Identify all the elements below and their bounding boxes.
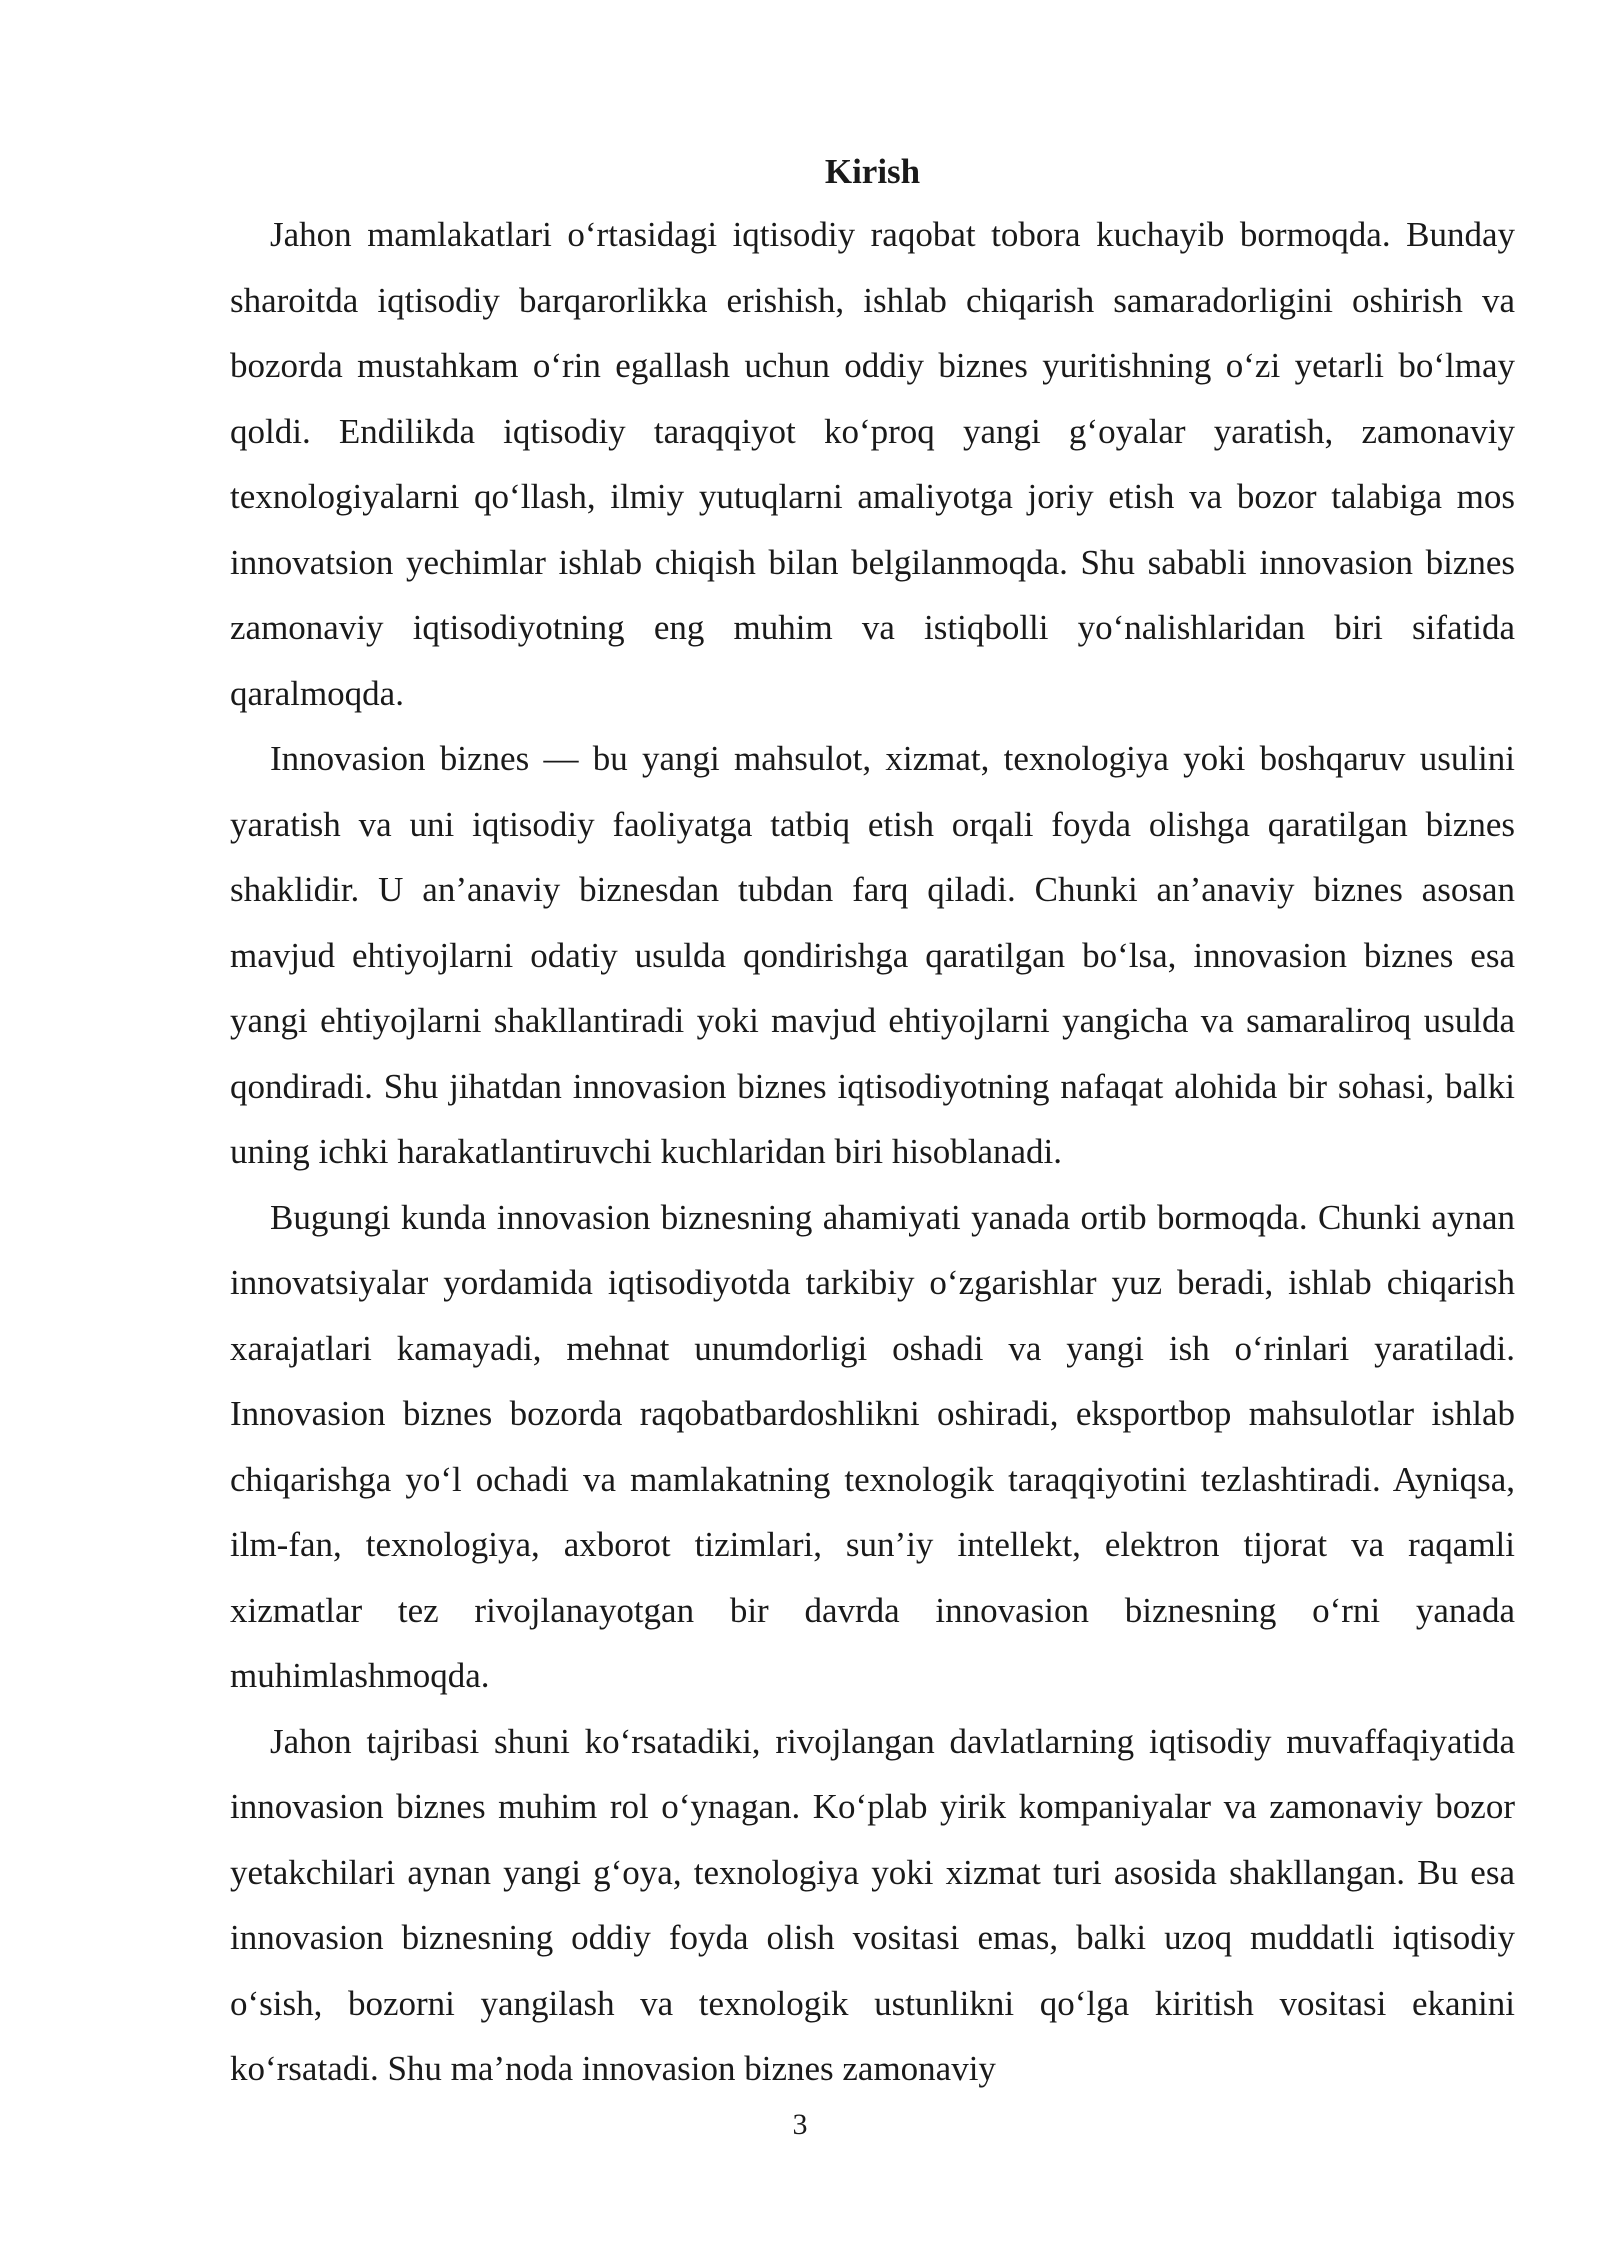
paragraph: Bugungi kunda innovasion biznesning ahamiyati yanada ortib bormoqda. Chunki aynan innovatsiyalar yordamida iqtisodiyotda tarkibiy o‘zgarishlar yuz beradi, ishlab chiqarish xarajatlari kamayadi, mehnat unumdorligi oshadi va yangi ish o‘rinlari yaratiladi. Innovasion biznes bozorda raqobatbardoshlikni oshiradi, eksportbop mahsulotlar ishlab chiqarishga yo‘l ochadi va mamlakatning texnologik taraqqiyotini tezlashtiradi. Ayniqsa, ilm-fan, texnologiya, axborot tizimlari, sun’iy intellekt, elektron tijorat va raqamli xizmatlar tez rivojlanayotgan bir davrda innovasion biznesning o‘rni yanada muhimlashmoqda. [230,1197,1515,1695]
section-title: Kirish [824,152,921,191]
paragraph: Jahon mamlakatlari o‘rtasidagi iqtisodiy raqobat tobora kuchayib bormoqda. Bunday sharoitda iqtisodiy barqarorlikka erishish, ishlab chiqarish samaradorligini oshirish va bozorda mustahkam o‘rin egallash uchun oddiy biznes yuritishning o‘zi yetarli bo‘lmay qoldi. Endilikda iqtisodiy taraqqiyot ko‘proq yangi g‘oyalar yaratish, zamonaviy texnologiyalarni qo‘llash, ilmiy yutuqlarni amaliyotga joriy etish va bozor talabiga mos innovatsion yechimlar ishlab chiqish bilan belgilanmoqda. Shu sababli innovasion biznes zamonaviy iqtisodiyotning eng muhim va istiqbolli yo‘nalishlaridan biri sifatida qaralmoqda. [230,215,1515,713]
paragraph: Innovasion biznes — bu yangi mahsulot, xizmat, texnologiya yoki boshqaruv usulini yaratish va uni iqtisodiy faoliyatga tatbiq etish orqali foyda olishga qaratilgan biznes shaklidir. U an’anaviy biznesdan tubdan farq qiladi. Chunki an’anaviy biznes asosan mavjud ehtiyojlarni odatiy usulda qondirishga qaratilgan bo‘lsa, innovasion biznes esa yangi ehtiyojlarni shakllantiradi yoki mavjud ehtiyojlarni yangicha va samaraliroq usulda qondiradi. Shu jihatdan innovasion biznes iqtisodiyotning nafaqat alohida bir sohasi, balki uning ichki harakatlantiruvchi kuchlaridan biri hisoblanadi. [230,739,1515,1171]
document-body [230,142,1515,2102]
page-number: 3 [792,2108,808,2141]
paragraph: Jahon tajribasi shuni ko‘rsatadiki, rivojlangan davlatlarning iqtisodiy muvaffaqiyatida innovasion biznes muhim rol o‘ynagan. Ko‘plab yirik kompaniyalar va zamonaviy bozor yetakchilari aynan yangi g‘oya, texnologiya yoki xizmat turi asosida shakllangan. Bu esa innovasion biznesning oddiy foyda olish vositasi emas, balki uzoq muddatli iqtisodiy o‘sish, bozorni yangilash va texnologik ustunlikni qo‘lga kiritish vositasi ekanini ko‘rsatadi. Shu ma’noda innovasion biznes zamonaviy [230,1721,1515,2088]
